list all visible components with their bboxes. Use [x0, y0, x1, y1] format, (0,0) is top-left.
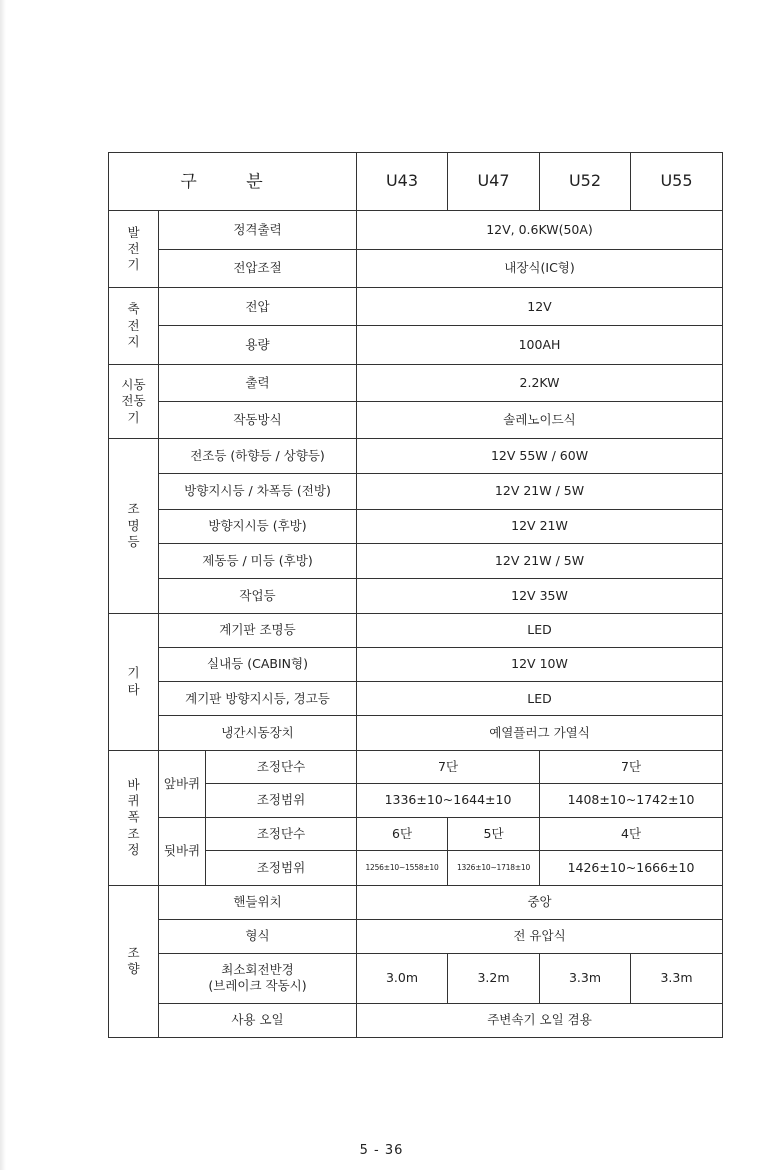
group-wheel-track: 바 퀴 폭 조 정 — [109, 750, 159, 885]
group-steering: 조 향 — [109, 885, 159, 1037]
row-label: 출력 — [159, 364, 357, 401]
table-row — [109, 211, 723, 249]
row-value: 솔레노이드식 — [357, 401, 723, 438]
table-row — [109, 326, 723, 364]
model-u55-header: U55 — [631, 153, 723, 211]
row-value: 3.3m — [631, 954, 723, 1003]
table-row — [109, 579, 723, 613]
row-label: 계기판 방향지시등, 경고등 — [159, 682, 357, 716]
row-value: 12V 21W / 5W — [357, 474, 723, 509]
table-row — [109, 750, 723, 783]
table-row — [109, 613, 723, 647]
row-value: 내장식(IC형) — [357, 249, 723, 287]
row-label: 제동등 / 미등 (후방) — [159, 544, 357, 579]
row-value: 12V 21W — [357, 509, 723, 543]
row-label: 전압 — [159, 288, 357, 326]
row-value: 예열플러그 가열식 — [357, 716, 723, 750]
row-value: 12V 10W — [357, 647, 723, 681]
row-label: 최소회전반경 (브레이크 작동시) — [159, 954, 357, 1003]
row-value: 2.2KW — [357, 364, 723, 401]
table-row — [109, 716, 723, 750]
row-label: 조정단수 — [206, 818, 357, 851]
row-value: 12V — [357, 288, 723, 326]
table-row — [109, 439, 723, 474]
row-value: 1336±10~1644±10 — [357, 783, 540, 817]
row-label: 작업등 — [159, 579, 357, 613]
row-value: 4단 — [540, 818, 723, 851]
table-row — [109, 544, 723, 579]
row-value: 중앙 — [357, 885, 723, 919]
table-row — [109, 919, 723, 953]
row-value: 100AH — [357, 326, 723, 364]
group-starter: 시동 전동 기 — [109, 364, 159, 439]
row-label: 작동방식 — [159, 401, 357, 438]
table-row — [109, 474, 723, 509]
row-value: 1408±10~1742±10 — [540, 783, 723, 817]
table-row — [109, 647, 723, 681]
row-label: 조정범위 — [206, 783, 357, 817]
table-row — [109, 954, 723, 1003]
row-value: 3.0m — [357, 954, 448, 1003]
row-value: 1256±10~1558±10 — [357, 851, 448, 885]
rear-wheel-label: 뒷바퀴 — [159, 818, 206, 886]
row-value: 7단 — [540, 750, 723, 783]
row-label: 정격출력 — [159, 211, 357, 249]
row-label: 조정범위 — [206, 851, 357, 885]
row-value: 12V 35W — [357, 579, 723, 613]
table-row — [109, 364, 723, 401]
table-row — [109, 249, 723, 287]
front-wheel-label: 앞바퀴 — [159, 750, 206, 818]
header-row — [109, 153, 723, 211]
group-generator: 발 전 기 — [109, 211, 159, 288]
row-value: LED — [357, 613, 723, 647]
row-value: 3.2m — [448, 954, 540, 1003]
row-value: 12V, 0.6KW(50A) — [357, 211, 723, 249]
row-label: 냉간시동장치 — [159, 716, 357, 750]
spec-table — [108, 152, 723, 1038]
page-edge-shadow — [0, 0, 6, 1170]
row-label: 형식 — [159, 919, 357, 953]
row-value: 7단 — [357, 750, 540, 783]
group-lighting: 조 명 등 — [109, 439, 159, 613]
row-label: 조정단수 — [206, 750, 357, 783]
category-header: 구 분 — [109, 153, 357, 211]
group-battery: 축 전 지 — [109, 288, 159, 365]
row-label: 핸들위치 — [159, 885, 357, 919]
table-row — [109, 288, 723, 326]
row-value: 12V 21W / 5W — [357, 544, 723, 579]
row-label: 계기판 조명등 — [159, 613, 357, 647]
row-label: 전압조절 — [159, 249, 357, 287]
table-row — [109, 885, 723, 919]
table-row — [109, 818, 723, 851]
row-value: 전 유압식 — [357, 919, 723, 953]
row-value: 5단 — [448, 818, 540, 851]
row-value: LED — [357, 682, 723, 716]
row-label: 전조등 (하향등 / 상향등) — [159, 439, 357, 474]
group-etc: 기 타 — [109, 613, 159, 750]
table-row — [109, 1003, 723, 1037]
row-value: 12V 55W / 60W — [357, 439, 723, 474]
model-u52-header: U52 — [540, 153, 631, 211]
row-label: 용량 — [159, 326, 357, 364]
row-value: 3.3m — [540, 954, 631, 1003]
table-row — [109, 509, 723, 543]
model-u47-header: U47 — [448, 153, 540, 211]
row-label: 방향지시등 / 차폭등 (전방) — [159, 474, 357, 509]
row-label: 방향지시등 (후방) — [159, 509, 357, 543]
row-value: 6단 — [357, 818, 448, 851]
row-value: 1326±10~1718±10 — [448, 851, 540, 885]
row-value: 1426±10~1666±10 — [540, 851, 723, 885]
table-row — [109, 401, 723, 438]
row-value: 주변속기 오일 겸용 — [357, 1003, 723, 1037]
row-label: 사용 오일 — [159, 1003, 357, 1037]
table-row — [109, 682, 723, 716]
model-u43-header: U43 — [357, 153, 448, 211]
row-label: 실내등 (CABIN형) — [159, 647, 357, 681]
page-number: 5 - 36 — [359, 1143, 404, 1158]
